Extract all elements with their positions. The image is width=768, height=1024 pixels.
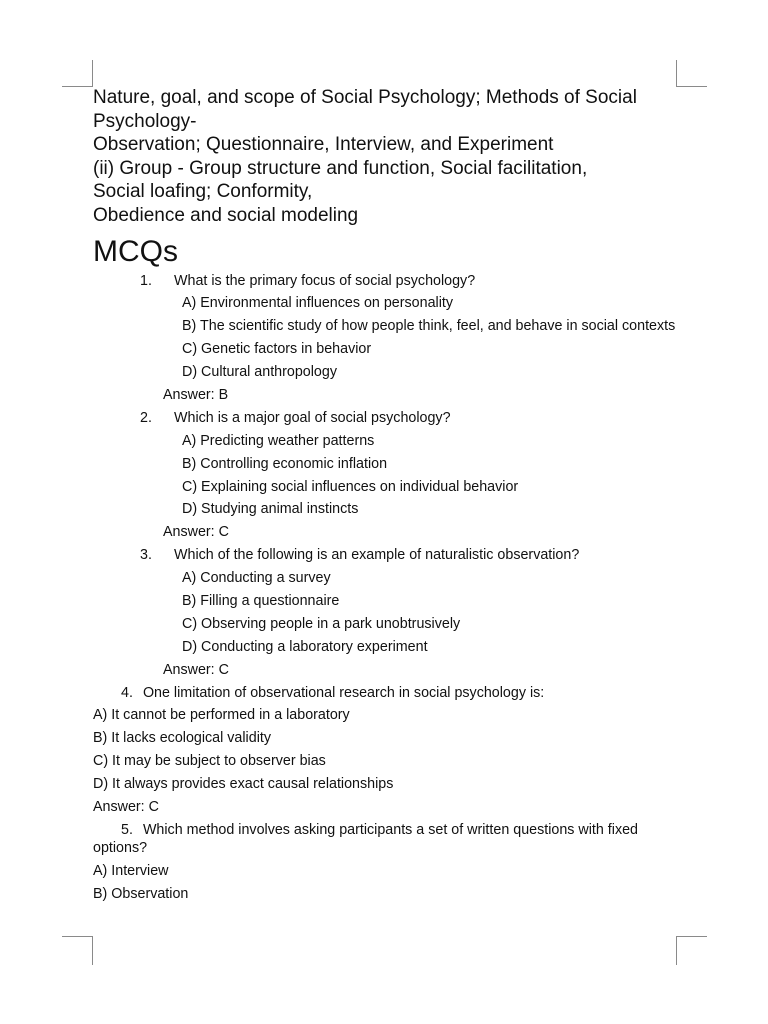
section-title: MCQs bbox=[93, 234, 178, 268]
answer-option: C) Explaining social influences on individual behavior bbox=[182, 478, 519, 495]
question-text bbox=[93, 409, 683, 427]
answer-option: A) Conducting a survey bbox=[182, 570, 331, 587]
answer-option: C) Genetic factors in behavior bbox=[182, 341, 372, 358]
question-stem: Which of the following is an example of naturalistic observation? bbox=[174, 547, 580, 564]
crop-mark-bottom-left bbox=[62, 936, 93, 965]
heading-line: (ii) Group - Group structure and function, Social facilitation, bbox=[93, 157, 588, 179]
question-number: 2. bbox=[140, 409, 152, 426]
answer-option: D) It always provides exact causal relationships bbox=[93, 776, 394, 793]
answer-option: B) Observation bbox=[93, 885, 189, 902]
answer-option: C) It may be subject to observer bias bbox=[93, 753, 326, 770]
question-text bbox=[93, 684, 683, 702]
question-stem: One limitation of observational research in social psychology is: bbox=[142, 684, 545, 701]
question-text bbox=[93, 546, 683, 564]
heading-line: Observation; Questionnaire, Interview, and Experiment bbox=[93, 134, 554, 156]
answer-option: C) Observing people in a park unobtrusively bbox=[182, 615, 461, 632]
answer-option: D) Cultural anthropology bbox=[182, 364, 337, 381]
question-text bbox=[93, 821, 683, 857]
answer-key: Answer: C bbox=[163, 524, 229, 541]
crop-mark-top-right bbox=[676, 60, 707, 87]
answer-option: B) The scientific study of how people think, feel, and behave in social contexts bbox=[182, 318, 676, 335]
question-block bbox=[93, 821, 683, 903]
question-stem: Which method involves asking participants a set of written questions with fixed options? bbox=[93, 821, 639, 856]
answer-option: D) Studying animal instincts bbox=[182, 501, 359, 518]
answer-option: D) Conducting a laboratory experiment bbox=[182, 638, 428, 655]
question-list-flush bbox=[93, 684, 683, 903]
answer-option: A) It cannot be performed in a laboratory bbox=[93, 707, 350, 724]
question-block bbox=[93, 409, 683, 541]
document-heading bbox=[93, 86, 683, 228]
answer-key: Answer: B bbox=[163, 387, 229, 404]
question-number: 3. bbox=[140, 547, 152, 564]
answer-key: Answer: C bbox=[93, 799, 159, 816]
answer-option: A) Interview bbox=[93, 862, 169, 879]
answer-option: A) Environmental influences on personality bbox=[182, 295, 453, 312]
heading-line: Psychology- bbox=[93, 110, 197, 132]
page-content bbox=[93, 86, 683, 908]
heading-line: Social loafing; Conformity, bbox=[93, 181, 313, 203]
question-block bbox=[93, 684, 683, 816]
question-block bbox=[93, 546, 683, 678]
answer-option: B) Controlling economic inflation bbox=[182, 455, 388, 472]
question-stem: Which is a major goal of social psychology? bbox=[174, 409, 451, 426]
answer-option: B) It lacks ecological validity bbox=[93, 730, 271, 747]
question-text bbox=[93, 272, 683, 290]
question-number: 1. bbox=[140, 272, 152, 289]
question-stem: What is the primary focus of social psychology? bbox=[174, 272, 476, 289]
heading-line: Nature, goal, and scope of Social Psychology; Methods of Social bbox=[93, 87, 637, 108]
crop-mark-bottom-right bbox=[676, 936, 707, 965]
answer-key: Answer: C bbox=[163, 661, 229, 678]
answer-option: A) Predicting weather patterns bbox=[182, 432, 375, 449]
answer-option: B) Filling a questionnaire bbox=[182, 593, 340, 610]
question-list-indented bbox=[93, 272, 683, 679]
question-block bbox=[93, 272, 683, 404]
heading-line: Obedience and social modeling bbox=[93, 204, 359, 226]
question-number: 4. bbox=[121, 684, 133, 701]
question-number: 5. bbox=[121, 821, 133, 838]
crop-mark-top-left bbox=[62, 60, 93, 87]
